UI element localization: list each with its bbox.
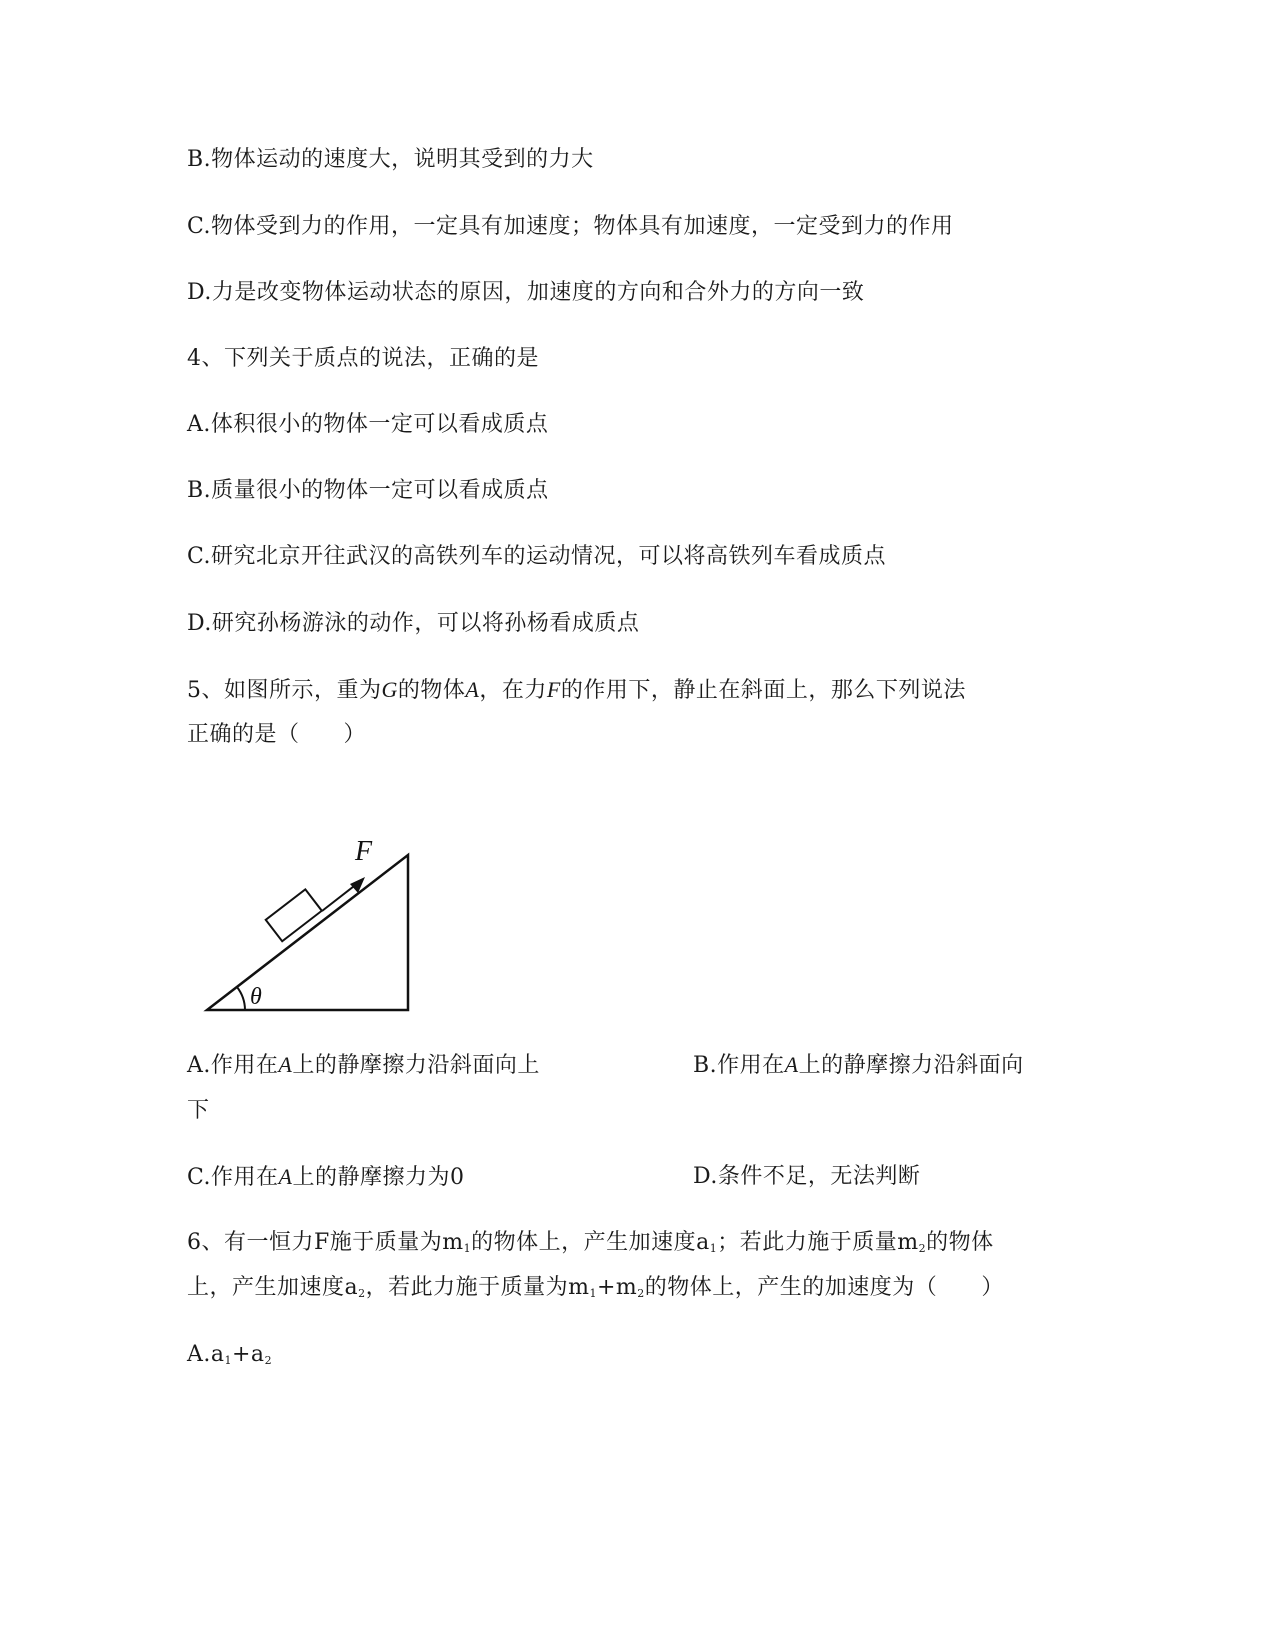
q5-var-a: A [784,1052,799,1077]
q6-option-a [187,1340,272,1370]
subscript: 2 [918,1242,927,1255]
q4-option-d: D.研究孙杨游泳的动作，可以将孙杨看成质点 [187,611,640,636]
q5-stem-text: ） [343,722,367,747]
q5-var-a: A [465,677,480,702]
q4-option-a: A.体积很小的物体一定可以看成质点 [187,412,549,437]
q3-option-c: C.物体受到力的作用，一定具有加速度；物体具有加速度，一定受到力的作用 [187,214,954,239]
q5-var-g: G [381,677,398,702]
option-text: A.作用在 [187,1053,279,1078]
q5-option-d: D.条件不足，无法判断 [693,1164,921,1189]
q5-stem-line2 [187,720,366,750]
subscript: 1 [589,1287,597,1300]
q6-text: 的物体上，产生的加速度为（ [644,1275,938,1300]
subscript: 2 [264,1354,273,1367]
q5-option-b-wrap: 下 [187,1098,210,1123]
q3-option-d: D.力是改变物体运动状态的原因，加速度的方向和合外力的方向一致 [187,280,865,305]
q5-option-a [187,1050,540,1081]
q5-option-c [187,1162,465,1193]
subscript: 2 [637,1287,645,1300]
q5-stem-line1 [187,675,966,706]
force-label: F [355,836,373,867]
q6-text: +m [597,1275,638,1300]
block [266,889,322,941]
option-text: 上的静摩擦力为0 [292,1165,465,1190]
option-text: B.作用在 [693,1053,785,1078]
q6-text: 的物体上，产生加速度a [471,1230,710,1255]
subscript: 1 [709,1242,718,1255]
q5-option-b [693,1050,1024,1081]
q5-var-a: A [278,1052,293,1077]
q5-stem-text: 的物体 [397,678,466,703]
q5-stem-text: 的作用下，静止在斜面上，那么下列说法 [560,678,966,703]
q6-text: 的物体 [926,1230,994,1255]
option-text: 上的静摩擦力沿斜面向上 [292,1053,540,1078]
angle-arc [237,987,245,1010]
subscript: 1 [463,1242,472,1255]
q5-stem-text: 5、如图所示，重为 [187,678,382,703]
q4-option-b: B.质量很小的物体一定可以看成质点 [187,478,549,503]
q6-stem-line1 [187,1228,994,1258]
q6-text: ） [981,1275,1004,1300]
option-text: C.作用在 [187,1165,279,1190]
q6-text: ；若此力施于质量m [717,1230,919,1255]
option-text: A.a [187,1342,225,1367]
q5-stem-text: ，在力 [479,678,547,703]
subscript: 1 [224,1354,232,1367]
incline-figure [195,830,435,1030]
q6-text: 6、有一恒力F施于质量为m [187,1230,464,1255]
q4-stem: 4、下列关于质点的说法，正确的是 [187,346,539,371]
q6-text: ，若此力施于质量为m [365,1275,590,1300]
q5-stem-text: 正确的是（ [187,722,300,747]
subscript: 2 [358,1287,366,1300]
angle-label: θ [250,984,262,1010]
option-text: 上的静摩擦力沿斜面向 [798,1053,1024,1078]
q6-text: 上，产生加速度a [187,1275,359,1300]
q5-var-f: F [546,677,561,702]
q6-stem-line2 [187,1273,1004,1303]
option-text: +a [232,1342,265,1367]
incline-triangle [207,855,408,1010]
q4-option-c: C.研究北京开往武汉的高铁列车的运动情况，可以将高铁列车看成质点 [187,544,887,569]
q5-var-a: A [278,1164,293,1189]
q3-option-b: B.物体运动的速度大，说明其受到的力大 [187,147,594,172]
